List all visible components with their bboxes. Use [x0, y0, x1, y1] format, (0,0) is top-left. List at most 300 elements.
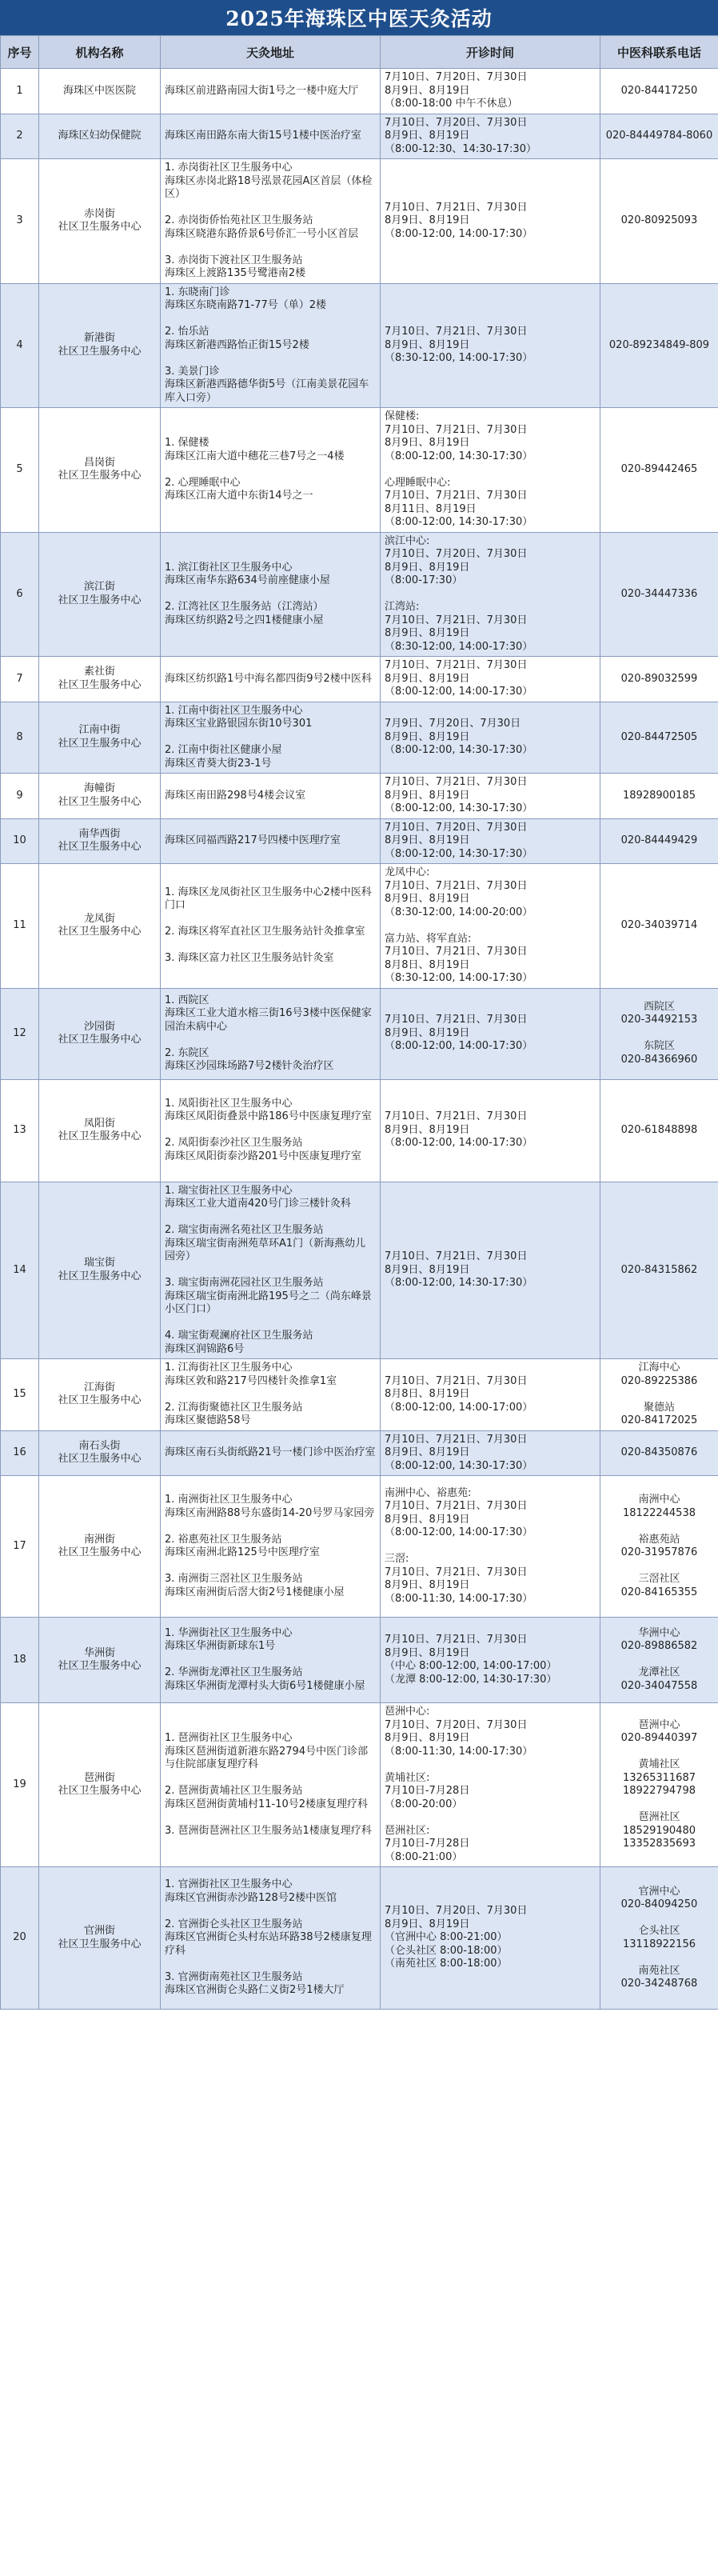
- clinic-hours-line: 8月9日、8月19日: [385, 834, 470, 846]
- contact-phone: [600, 1618, 718, 1703]
- moxibustion-address-line: 3. 南洲街三滘社区卫生服务站: [165, 1573, 303, 1585]
- institution-name-line: 社区卫生服务中心: [58, 221, 142, 234]
- contact-phone-line: 南苑社区: [638, 1964, 680, 1977]
- clinic-hours-line: 琶洲社区:: [385, 1824, 430, 1837]
- clinic-hours: [381, 532, 600, 657]
- institution-name: [39, 1079, 161, 1182]
- moxibustion-address-line: 海珠区华洲街新球东1号: [165, 1640, 276, 1653]
- clinic-hours-line: （8:00-12:00, 14:30-17:30）: [385, 516, 533, 528]
- row-index: 5: [1, 408, 39, 533]
- moxibustion-address-line: [165, 1317, 376, 1330]
- clinic-hours-line: [385, 1540, 596, 1554]
- clinic-hours-line: 8月9日、8月19日: [385, 672, 470, 685]
- contact-phone: [600, 702, 718, 774]
- contact-phone: [600, 1476, 718, 1618]
- clinic-hours: [381, 69, 600, 114]
- institution-name: [39, 69, 161, 114]
- moxibustion-address-line: 海珠区官洲街赤沙路128号2楼中医馆: [165, 1891, 337, 1904]
- row-index: 17: [1, 1476, 39, 1618]
- clinic-hours-line: 8月9日、8月19日: [385, 130, 470, 142]
- moxibustion-address-line: 1. 东晓南门诊: [165, 286, 230, 298]
- moxibustion-address-line: [165, 731, 376, 745]
- contact-phone: [600, 283, 718, 408]
- moxibustion-address: [161, 1476, 381, 1618]
- clinic-hours-line: 7月10日、7月21日、7月30日: [385, 614, 528, 626]
- table-row: [1, 114, 718, 159]
- moxibustion-address-line: 海珠区江南大道中东街14号之一: [165, 490, 313, 502]
- moxibustion-address: [161, 1079, 381, 1182]
- clinic-hours-line: （仑头社区 8:00-18:00）: [385, 1944, 508, 1957]
- moxibustion-address-line: 2. 江海街聚德社区卫生服务站: [165, 1401, 303, 1414]
- moxibustion-address: [161, 1618, 381, 1703]
- table-row: [1, 988, 718, 1079]
- clinic-hours-line: 8月9日、8月19日: [385, 1732, 470, 1744]
- clinic-hours: [381, 408, 600, 533]
- clinic-hours-line: （8:00-12:00, 14:00-17:30）: [385, 227, 533, 240]
- clinic-hours-line: 8月9日、8月19日: [385, 1263, 470, 1276]
- row-index: 10: [1, 818, 39, 864]
- institution-name-line: 海幢街: [83, 782, 115, 795]
- moxibustion-address-line: [165, 1124, 376, 1138]
- moxibustion-address-line: 2. 怡乐站: [165, 326, 209, 338]
- moxibustion-address-line: 海珠区工业大道水榕三街16号3楼中医保健家园治未病中心: [165, 1007, 372, 1033]
- contact-phone-line: 东院区: [643, 1040, 675, 1053]
- moxibustion-address-line: 海珠区南石头街纸路21号一楼门诊中医治疗室: [165, 1446, 376, 1458]
- contact-phone: [600, 1079, 718, 1182]
- row-index: 9: [1, 774, 39, 819]
- moxibustion-address-line: 海珠区凤阳街叠景中路186号中医康复理疗室: [165, 1110, 372, 1123]
- moxibustion-address-line: 2. 裕惠苑社区卫生服务站: [165, 1533, 282, 1546]
- moxibustion-address-line: [165, 352, 376, 366]
- moxibustion-address-line: 2. 瑞宝街南洲名苑社区卫生服务站: [165, 1224, 324, 1236]
- contact-phone-line: [604, 1520, 714, 1534]
- contact-phone-line: 琶洲社区: [638, 1811, 680, 1823]
- table-row: [1, 1182, 718, 1359]
- table-row: [1, 1618, 718, 1703]
- row-index: 14: [1, 1182, 39, 1359]
- clinic-hours-line: （8:00-12:00, 14:30-17:30）: [385, 450, 533, 462]
- moxibustion-address: [161, 159, 381, 284]
- contact-phone-line: [604, 1027, 714, 1041]
- table-row: [1, 69, 718, 114]
- moxibustion-address: [161, 1703, 381, 1867]
- table-row: [1, 702, 718, 774]
- contact-phone: [600, 1430, 718, 1476]
- clinic-hours-line: 8月9日、8月19日: [385, 1646, 470, 1659]
- clinic-hours-line: （8:30-12:00, 14:00-17:30）: [385, 972, 533, 984]
- clinic-hours-line: 8月9日、8月19日: [385, 893, 470, 905]
- institution-name-line: 新港街: [83, 332, 115, 345]
- clinic-hours-line: （8:00-12:00, 14:30-17:30）: [385, 847, 533, 860]
- institution-name-line: 南洲街: [83, 1533, 115, 1546]
- contact-phone: [600, 988, 718, 1079]
- contact-phone-line: 18922794798: [623, 1785, 696, 1797]
- contact-phone-line: 020-34039714: [620, 919, 698, 931]
- row-index: 13: [1, 1079, 39, 1182]
- clinic-hours-line: [385, 1811, 596, 1825]
- contact-phone: [600, 159, 718, 284]
- clinic-hours-line: 8月9日、8月19日: [385, 627, 470, 639]
- moxibustion-address-line: 3. 海珠区富力社区卫生服务站针灸室: [165, 952, 334, 965]
- table-row: [1, 1079, 718, 1182]
- institution-name-line: 社区卫生服务中心: [58, 345, 142, 358]
- moxibustion-address-line: 海珠区纺织路2号之四1楼健康小屋: [165, 614, 324, 626]
- institution-name-line: 社区卫生服务中心: [58, 1660, 142, 1672]
- moxibustion-address-line: 4. 瑞宝街观澜府社区卫生服务站: [165, 1330, 313, 1342]
- moxibustion-address-line: [165, 241, 376, 254]
- clinic-hours-line: （南苑社区 8:00-18:00）: [385, 1958, 508, 1970]
- clinic-hours-line: （8:30-12:00, 14:00-17:30）: [385, 352, 533, 364]
- contact-phone-line: 020-89440397: [620, 1732, 698, 1744]
- clinic-hours-line: （8:00-12:00, 14:30-17:30）: [385, 1277, 533, 1289]
- institution-name: [39, 532, 161, 657]
- moxibustion-address-line: 海珠区南华东路634号前座健康小屋: [165, 574, 330, 586]
- institution-name-line: 瑞宝街: [83, 1257, 115, 1270]
- clinic-hours-line: （龙潭 8:00-12:00, 14:30-17:30）: [385, 1673, 557, 1686]
- contact-phone-line: [604, 1798, 714, 1812]
- clinic-hours-line: 滨江中心:: [385, 534, 430, 547]
- row-index: 12: [1, 988, 39, 1079]
- moxibustion-address-line: 海珠区工业大道南420号门诊三楼针灸科: [165, 1198, 351, 1210]
- clinic-hours: [381, 657, 600, 702]
- moxibustion-address-line: 1. 琶洲街社区卫生服务中心: [165, 1732, 293, 1744]
- moxibustion-address-line: 海珠区南洲路88号东盛街14-20号罗马家园旁: [165, 1506, 375, 1519]
- moxibustion-address: [161, 532, 381, 657]
- moxibustion-address-line: 2. 江南中街社区健康小屋: [165, 744, 282, 756]
- clinic-hours: [381, 1430, 600, 1476]
- contact-phone: [600, 864, 718, 989]
- contact-phone-line: 13118922156: [623, 1938, 696, 1950]
- moxibustion-address-line: 2. 东院区: [165, 1046, 209, 1059]
- schedule-table: [0, 35, 718, 2010]
- contact-phone-line: 020-34447336: [620, 587, 698, 600]
- moxibustion-address-line: 海珠区赤岗北路18号泓景花园A区首层（体检区）: [165, 174, 373, 200]
- row-index: 16: [1, 1430, 39, 1476]
- institution-name-line: 社区卫生服务中心: [58, 737, 142, 750]
- institution-name: [39, 1476, 161, 1618]
- contact-phone-line: 西院区: [643, 1000, 675, 1013]
- moxibustion-address-line: [165, 313, 376, 326]
- moxibustion-address: [161, 988, 381, 1079]
- table-body: [1, 69, 718, 2010]
- contact-phone: [600, 1703, 718, 1867]
- institution-name-line: 社区卫生服务中心: [58, 1394, 142, 1407]
- clinic-hours: [381, 1867, 600, 2010]
- contact-phone-line: 18928900185: [623, 789, 696, 802]
- moxibustion-address-line: 海珠区新港西路怡正街15号2楼: [165, 338, 309, 351]
- institution-name-line: 社区卫生服务中心: [58, 1453, 142, 1466]
- clinic-hours-line: 7月10日、7月21日、7月30日: [385, 1374, 528, 1387]
- moxibustion-address-line: 1. 江南中街社区卫生服务中心: [165, 704, 303, 717]
- row-index: 6: [1, 532, 39, 657]
- clinic-hours: [381, 1476, 600, 1618]
- clinic-hours-line: 7月10日、7月21日、7月30日: [385, 1014, 528, 1026]
- clinic-hours-line: （8:00-12:00, 14:30-17:30）: [385, 1459, 533, 1472]
- clinic-hours-line: 8月9日、8月19日: [385, 1123, 470, 1136]
- table-row: [1, 159, 718, 284]
- row-index: 19: [1, 1703, 39, 1867]
- moxibustion-address-line: 海珠区沙园珠场路7号2楼针灸治疗区: [165, 1060, 334, 1072]
- moxibustion-address: [161, 774, 381, 819]
- contact-phone-line: [604, 1746, 714, 1759]
- contact-phone: [600, 532, 718, 657]
- moxibustion-address: [161, 283, 381, 408]
- institution-name-line: 社区卫生服务中心: [58, 795, 142, 808]
- institution-name-line: 南华西街: [78, 827, 121, 840]
- moxibustion-address-line: 1. 西院区: [165, 994, 209, 1006]
- institution-name-line: 赤岗街: [83, 207, 115, 220]
- clinic-hours-line: [385, 463, 596, 477]
- moxibustion-address-line: 海珠区凤阳街泰沙路201号中医康复理疗室: [165, 1150, 361, 1162]
- institution-name-line: 海珠区中医医院: [62, 84, 136, 97]
- moxibustion-address-line: 海珠区东晓南路71-77号（单）2楼: [165, 299, 327, 311]
- contact-phone-line: 020-34047558: [620, 1679, 698, 1692]
- clinic-hours: [381, 1182, 600, 1359]
- clinic-hours-line: 7月10日、7月21日、7月30日: [385, 490, 528, 502]
- moxibustion-address: [161, 864, 381, 989]
- moxibustion-address-line: 3. 美景门诊: [165, 365, 220, 378]
- clinic-hours-line: 7月10日、7月21日、7月30日: [385, 1500, 528, 1513]
- moxibustion-address-line: [165, 1654, 376, 1667]
- moxibustion-address-line: [165, 1811, 376, 1825]
- contact-phone-line: [604, 1951, 714, 1965]
- clinic-hours-line: 8月9日、8月19日: [385, 1446, 470, 1458]
- moxibustion-address-line: [165, 1958, 376, 1971]
- clinic-hours-line: （8:00-11:30, 14:00-17:30）: [385, 1592, 533, 1605]
- institution-name: [39, 1703, 161, 1867]
- clinic-hours-line: 8月8日、8月19日: [385, 1388, 470, 1400]
- clinic-hours-line: 保健楼:: [385, 410, 420, 422]
- moxibustion-address-line: 3. 赤岗街下渡社区卫生服务站: [165, 254, 303, 266]
- contact-phone-line: 南洲中心: [638, 1494, 680, 1506]
- contact-phone-line: 华洲中心: [638, 1626, 680, 1639]
- contact-phone-line: 020-89225386: [620, 1374, 698, 1387]
- moxibustion-address-line: 海珠区南田路东南大街15号1楼中医治疗室: [165, 130, 361, 142]
- clinic-hours: [381, 1079, 600, 1182]
- moxibustion-address-line: 海珠区敦和路217号四楼针灸推拿1室: [165, 1374, 337, 1387]
- moxibustion-address-line: 1. 官洲街社区卫生服务中心: [165, 1878, 293, 1891]
- moxibustion-address-line: 2. 华洲街龙潭社区卫生服务站: [165, 1666, 303, 1679]
- row-index: 4: [1, 283, 39, 408]
- clinic-hours-line: 7月10日、7月20日、7月30日: [385, 116, 528, 129]
- institution-name: [39, 1182, 161, 1359]
- contact-phone-line: 三滘社区: [638, 1573, 680, 1585]
- clinic-hours-line: （8:00-12:00, 14:00-17:30）: [385, 1137, 533, 1150]
- institution-name-line: 素社街: [83, 666, 115, 678]
- institution-name: [39, 159, 161, 284]
- contact-phone-line: 020-89442465: [620, 463, 698, 475]
- clinic-hours-line: 7月10日、7月21日、7月30日: [385, 1634, 528, 1646]
- moxibustion-address-line: 2. 海珠区将军直社区卫生服务站针灸推拿室: [165, 926, 365, 938]
- clinic-hours-line: 7月10日、7月21日、7月30日: [385, 879, 528, 892]
- moxibustion-address-line: 1. 保健楼: [165, 437, 209, 449]
- clinic-hours-line: 心理睡眠中心:: [385, 476, 451, 489]
- moxibustion-address-line: 3. 琶洲街琶洲社区卫生服务站1楼康复理疗科: [165, 1824, 372, 1837]
- contact-phone-line: 020-84172025: [620, 1414, 698, 1426]
- clinic-hours-line: 8月9日、8月19日: [385, 214, 470, 226]
- institution-name-line: 社区卫生服务中心: [58, 678, 142, 691]
- contact-phone-line: 020-84165355: [620, 1586, 698, 1598]
- table-row: [1, 1703, 718, 1867]
- table-header-row: [1, 36, 718, 69]
- moxibustion-address-line: [165, 1034, 376, 1047]
- moxibustion-address-line: 海珠区江南大道中穗花三巷7号之一4楼: [165, 450, 345, 462]
- moxibustion-address-line: 海珠区宝业路银园东街10号301: [165, 718, 313, 730]
- clinic-hours: [381, 774, 600, 819]
- moxibustion-address-line: 海珠区琶洲街黄埔村11-10号2楼康复理疗科: [165, 1798, 369, 1810]
- moxibustion-address-line: [165, 1388, 376, 1402]
- moxibustion-address-line: [165, 1560, 376, 1574]
- contact-phone-line: 020-84350876: [620, 1446, 698, 1458]
- moxibustion-address-line: 海珠区纺织路1号中海名都四街9号2楼中医科: [165, 672, 372, 685]
- moxibustion-address-line: 海珠区新港西路德华街5号（江南美景花园车库入口旁）: [165, 378, 369, 404]
- contact-phone-line: [604, 1560, 714, 1574]
- contact-phone: [600, 774, 718, 819]
- clinic-hours-line: 7月10日-7月28日: [385, 1838, 470, 1850]
- moxibustion-address: [161, 114, 381, 159]
- contact-phone-line: 020-84472505: [620, 730, 698, 743]
- moxibustion-address: [161, 702, 381, 774]
- moxibustion-address-line: 海珠区润锦路6号: [165, 1342, 245, 1355]
- table-row: [1, 818, 718, 864]
- clinic-hours-line: 7月10日、7月20日、7月30日: [385, 821, 528, 834]
- moxibustion-address-line: 1. 赤岗街社区卫生服务中心: [165, 162, 293, 174]
- contact-phone: [600, 1359, 718, 1431]
- institution-name-line: 社区卫生服务中心: [58, 1270, 142, 1282]
- moxibustion-address-line: [165, 1264, 376, 1278]
- contact-phone-line: 龙潭社区: [638, 1666, 680, 1679]
- clinic-hours: [381, 702, 600, 774]
- clinic-hours-line: 7月9日、7月20日、7月30日: [385, 718, 521, 730]
- clinic-hours-line: 7月10日、7月21日、7月30日: [385, 423, 528, 436]
- institution-name-line: 社区卫生服务中心: [58, 1034, 142, 1046]
- moxibustion-address-line: [165, 1905, 376, 1918]
- clinic-hours-line: 7月10日、7月21日、7月30日: [385, 946, 528, 958]
- contact-phone: [600, 818, 718, 864]
- moxibustion-address-line: 1. 华洲街社区卫生服务中心: [165, 1626, 293, 1639]
- institution-name: [39, 408, 161, 533]
- contact-phone-line: 仑头社区: [638, 1925, 680, 1937]
- moxibustion-address-line: [165, 1772, 376, 1786]
- moxibustion-address-line: 海珠区同福西路217号四楼中医理疗室: [165, 834, 341, 846]
- moxibustion-address-line: 1. 滨江街社区卫生服务中心: [165, 561, 293, 574]
- institution-name: [39, 1618, 161, 1703]
- clinic-hours-line: 南洲中心、裕惠苑:: [385, 1486, 472, 1499]
- clinic-hours-line: （8:00-12:00, 14:00-17:30）: [385, 686, 533, 698]
- clinic-hours-line: 8月9日、8月19日: [385, 561, 470, 574]
- clinic-hours-line: 8月9日、8月19日: [385, 437, 470, 449]
- contact-phone-line: 020-31957876: [620, 1546, 698, 1558]
- contact-phone-line: [604, 1654, 714, 1667]
- clinic-hours-line: （8:00-12:00, 14:30-17:30）: [385, 802, 533, 814]
- moxibustion-address-line: [165, 939, 376, 953]
- moxibustion-address-line: 海珠区琶洲街道新港东路2794号中医门诊部与住院部康复理疗科: [165, 1745, 369, 1770]
- clinic-hours-line: 7月10日、7月21日、7月30日: [385, 1433, 528, 1446]
- contact-phone-line: [604, 1388, 714, 1402]
- contact-phone-line: 020-80925093: [620, 214, 698, 226]
- clinic-hours-line: （官洲中心 8:00-21:00）: [385, 1931, 508, 1944]
- moxibustion-address: [161, 657, 381, 702]
- header-institution: 机构名称: [39, 36, 161, 69]
- table-row: [1, 1476, 718, 1618]
- moxibustion-address-line: 海珠区青葵大街23-1号: [165, 757, 272, 770]
- moxibustion-address-line: 海珠区瑞宝街南洲北路195号之二（尚东峰景小区门口）: [165, 1290, 372, 1315]
- clinic-hours: [381, 283, 600, 408]
- clinic-hours: [381, 864, 600, 989]
- clinic-hours: [381, 1618, 600, 1703]
- clinic-hours-line: 龙凤中心:: [385, 866, 430, 878]
- institution-name-line: 琶洲街: [83, 1771, 115, 1784]
- row-index: 3: [1, 159, 39, 284]
- contact-phone: [600, 408, 718, 533]
- moxibustion-address-line: 2. 琶洲街黄埔社区卫生服务站: [165, 1785, 303, 1797]
- contact-phone-line: 020-34248768: [620, 1978, 698, 1990]
- institution-name-line: 沙园街: [83, 1020, 115, 1033]
- clinic-hours-line: 7月10日、7月20日、7月30日: [385, 71, 528, 83]
- clinic-hours-line: [385, 588, 596, 602]
- clinic-hours-line: 7月10日、7月21日、7月30日: [385, 201, 528, 214]
- table-row: [1, 1867, 718, 2010]
- contact-phone-line: 020-84094250: [620, 1898, 698, 1910]
- institution-name: [39, 114, 161, 159]
- institution-name: [39, 283, 161, 408]
- clinic-hours: [381, 1703, 600, 1867]
- clinic-hours-line: 8月9日、8月19日: [385, 1026, 470, 1039]
- clinic-hours-line: 江湾站:: [385, 601, 420, 613]
- header-address: 天灸地址: [161, 36, 381, 69]
- contact-phone-line: 020-84417250: [620, 84, 698, 97]
- moxibustion-address-line: 海珠区聚德路58号: [165, 1414, 251, 1426]
- institution-name-line: 社区卫生服务中心: [58, 594, 142, 606]
- contact-phone-line: 裕惠苑站: [638, 1533, 680, 1546]
- institution-name-line: 社区卫生服务中心: [58, 1130, 142, 1142]
- clinic-hours-line: （8:30-12:00, 14:00-20:00）: [385, 906, 533, 918]
- contact-phone-line: 18122244538: [623, 1506, 696, 1519]
- clinic-hours-line: （8:00-12:00, 14:00-17:00）: [385, 1401, 533, 1414]
- clinic-hours: [381, 159, 600, 284]
- contact-phone-line: 020-61848898: [620, 1123, 698, 1136]
- clinic-hours-line: （中心 8:00-12:00, 14:00-17:00）: [385, 1660, 557, 1672]
- institution-name: [39, 818, 161, 864]
- moxibustion-address-line: 海珠区南洲街后滘大街2号1楼健康小屋: [165, 1586, 345, 1598]
- moxibustion-address: [161, 818, 381, 864]
- moxibustion-address-line: 2. 赤岗街侨怡苑社区卫生服务站: [165, 214, 313, 226]
- institution-name-line: 官洲街: [83, 1925, 115, 1937]
- contact-phone-line: 020-84315862: [620, 1263, 698, 1276]
- table-row: [1, 283, 718, 408]
- clinic-hours-line: 8月8日、8月19日: [385, 958, 470, 971]
- clinic-hours: [381, 114, 600, 159]
- institution-name-line: 华洲街: [83, 1646, 115, 1659]
- institution-name-line: 社区卫生服务中心: [58, 1546, 142, 1558]
- clinic-hours-line: 7月10日、7月21日、7月30日: [385, 659, 528, 671]
- contact-phone-line: 020-89234849-809: [608, 338, 710, 351]
- clinic-hours-line: 琶洲中心:: [385, 1706, 430, 1718]
- moxibustion-address-line: 海珠区官洲街仑头路仁义街2号1楼大厅: [165, 1984, 345, 1997]
- moxibustion-address-line: 1. 海珠区龙凤街社区卫生服务中心2楼中医科门口: [165, 886, 372, 912]
- institution-name-line: 凤阳街: [83, 1117, 115, 1130]
- moxibustion-address-line: 海珠区前进路南园大街1号之一楼中庭大厅: [165, 84, 359, 97]
- clinic-hours-line: （8:00-12:30、14:30-17:30）: [385, 142, 537, 155]
- header-phone: 中医科联系电话: [600, 36, 718, 69]
- moxibustion-address-line: [165, 913, 376, 926]
- clinic-hours-line: 8月9日、8月19日: [385, 730, 470, 743]
- table-row: [1, 1359, 718, 1431]
- contact-phone-line: 聚德站: [643, 1401, 675, 1414]
- clinic-hours-line: 8月9日、8月19日: [385, 1513, 470, 1526]
- row-index: 2: [1, 114, 39, 159]
- row-index: 11: [1, 864, 39, 989]
